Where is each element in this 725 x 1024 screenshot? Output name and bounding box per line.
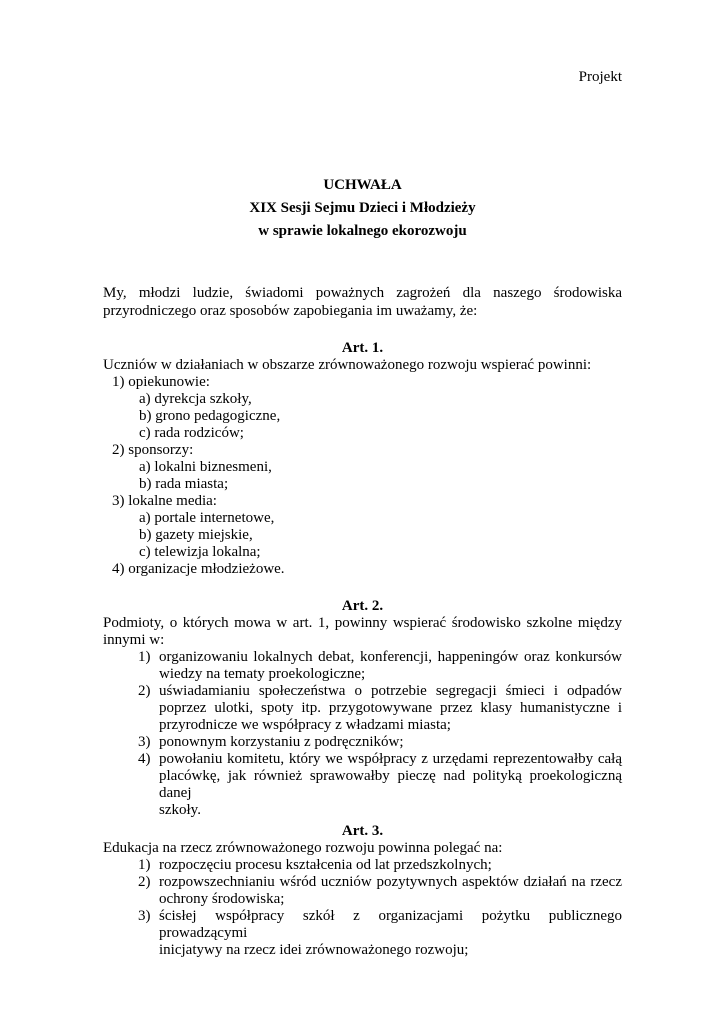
preamble-line-1: My, młodzi ludzie, świadomi poważnych zagrożeń dla naszego środowiska [103, 285, 622, 301]
article-1 [103, 340, 622, 578]
list-number: 2) [138, 683, 151, 699]
list-number: 4) [138, 751, 151, 767]
art1-group-item: c) rada rodziców; [139, 425, 244, 441]
art2-list-item [103, 734, 622, 751]
art1-group-item: b) rada miasta; [139, 476, 229, 492]
art3-list-item [103, 908, 622, 959]
list-line: rozpowszechnianiu wśród uczniów pozytywnych aspektów działań na rzecz [159, 874, 622, 890]
article-1-intro: Uczniów w działaniach w obszarze zrównoważonego rozwoju wspierać powinni: [103, 357, 592, 373]
art1-group-item: b) gazety miejskie, [139, 527, 253, 543]
art1-group-item: a) portale internetowe, [139, 510, 275, 526]
list-line: ochrony środowiska; [159, 891, 285, 907]
list-line: organizowaniu lokalnych debat, konferencji, happeningów oraz konkursów [159, 649, 622, 665]
article-1-heading: Art. 1. [341, 340, 384, 356]
list-line: wiedzy na tematy proekologiczne; [159, 666, 366, 682]
list-number: 2) [138, 874, 151, 890]
art2-list-item [103, 649, 622, 683]
list-line: ścisłej współpracy szkół z organizacjami pożytku publicznego prowadzącymi [159, 908, 622, 941]
art1-group-item: a) lokalni biznesmeni, [139, 459, 272, 475]
article-2 [103, 598, 622, 819]
list-number: 1) [138, 649, 151, 665]
preamble [103, 284, 622, 320]
article-3-intro: Edukacja na rzecz zrównoważonego rozwoju powinna polegać na: [103, 840, 503, 856]
art1-group-label: 3) lokalne media: [112, 493, 217, 509]
list-line: poprzez ulotki, spoty itp. przygotowywane przez klasy humanistyczne i [159, 700, 622, 716]
art1-group-label: 1) opiekunowie: [112, 374, 210, 390]
title-line-3: w sprawie lokalnego ekorozwoju [258, 223, 467, 239]
resolution-title [103, 174, 622, 243]
list-number: 3) [138, 734, 151, 750]
art2-list-item [103, 751, 622, 819]
article-3-heading: Art. 3. [341, 823, 384, 839]
art1-group-item: c) telewizja lokalna; [139, 544, 261, 560]
article-2-intro-line-1: Podmioty, o których mowa w art. 1, powinny wspierać środowisko szkolne między [103, 615, 622, 631]
preamble-line-2: przyrodniczego oraz sposobów zapobiegania im uważamy, że: [103, 303, 478, 319]
title-line-2: XIX Sesji Sejmu Dzieci i Młodzieży [249, 200, 476, 216]
list-line: uświadamianiu społeczeństwa o potrzebie segregacji śmieci i odpadów [159, 683, 622, 699]
list-number: 1) [138, 857, 151, 873]
art1-group-label: 4) organizacje młodzieżowe. [112, 561, 285, 577]
list-line: rozpoczęciu procesu kształcenia od lat przedszkolnych; [159, 857, 492, 873]
list-line: przyrodnicze we współpracy z władzami miasta; [159, 717, 451, 733]
article-3 [103, 823, 622, 959]
list-line: inicjatywy na rzecz idei zrównoważonego rozwoju; [159, 942, 469, 958]
projekt-label: Projekt [578, 69, 622, 85]
list-line: ponownym korzystaniu z podręczników; [159, 734, 404, 750]
art1-group-label: 2) sponsorzy: [112, 442, 194, 458]
art3-list-item [103, 874, 622, 908]
article-2-intro-line-2: innymi w: [103, 632, 165, 648]
list-line: szkoły. [159, 802, 201, 818]
list-number: 3) [138, 908, 151, 924]
title-line-1: UCHWAŁA [323, 177, 402, 193]
list-line: placówkę, jak również sprawowałby pieczę nad polityką proekologiczną danej [159, 768, 622, 801]
art1-group-item: b) grono pedagogiczne, [139, 408, 281, 424]
art1-group-item: a) dyrekcja szkoły, [139, 391, 252, 407]
art2-list-item [103, 683, 622, 734]
list-line: powołaniu komitetu, który we współpracy z urzędami reprezentowałby całą [159, 751, 622, 767]
article-2-heading: Art. 2. [341, 598, 384, 614]
art3-list-item [103, 857, 622, 874]
